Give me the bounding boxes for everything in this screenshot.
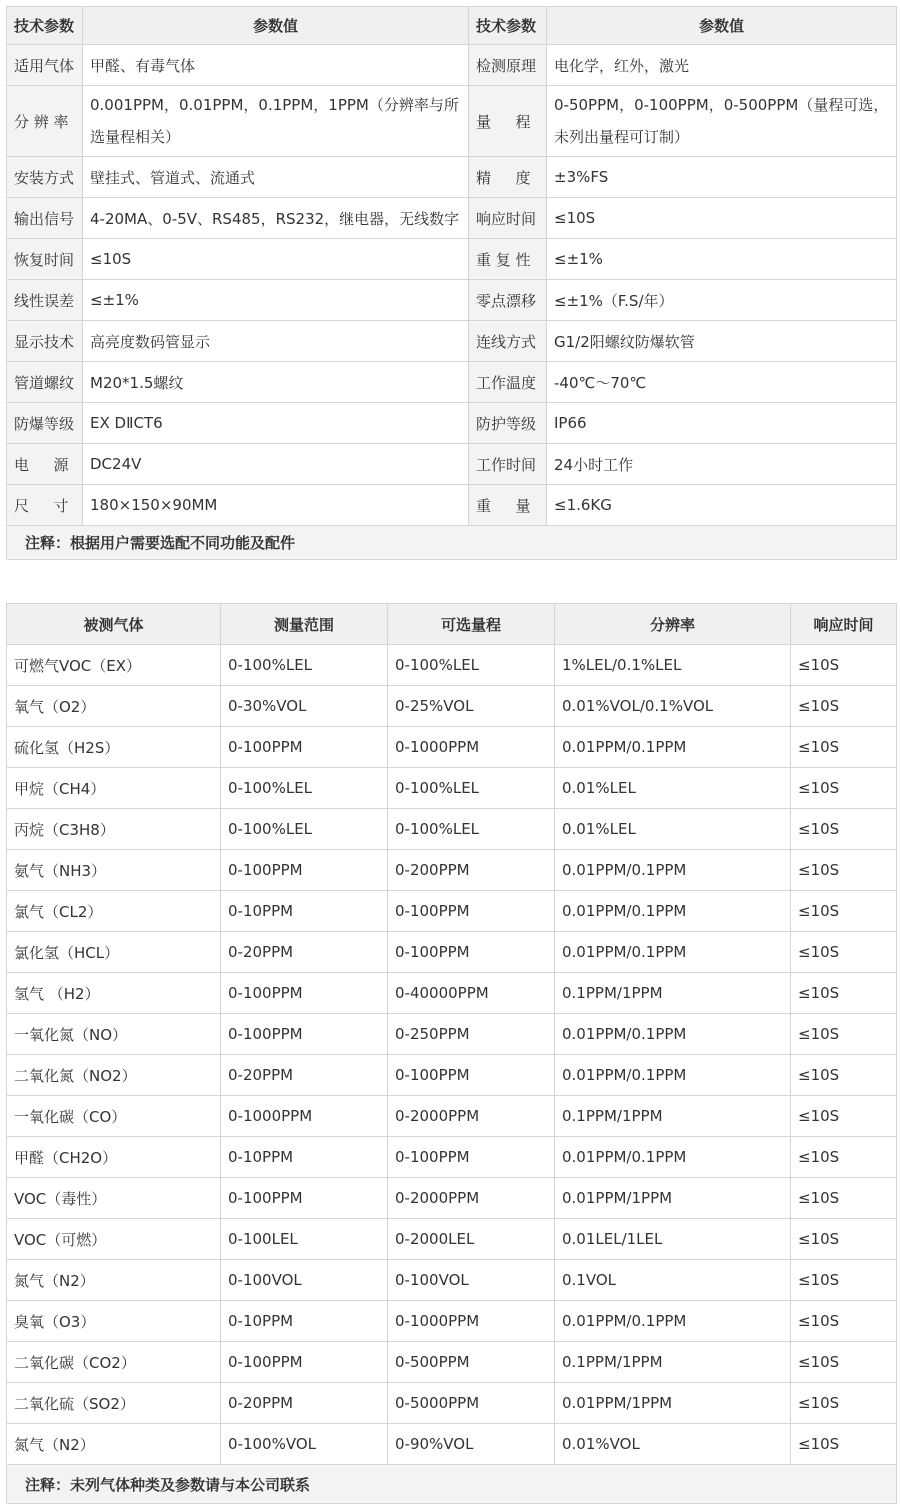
spec-param-label: 防爆等级 bbox=[7, 403, 83, 444]
spec-param-value: ±3%FS bbox=[547, 157, 897, 198]
spec-param-value: M20*1.5螺纹 bbox=[83, 362, 469, 403]
spec-param-label: 连线方式 bbox=[469, 321, 547, 362]
gas-name: 氯化氢（HCL） bbox=[7, 932, 221, 973]
gas-name: 甲烷（CH4） bbox=[7, 768, 221, 809]
gas-resolution: 0.01PPM/0.1PPM bbox=[555, 932, 791, 973]
spec-header-value-1: 参数值 bbox=[83, 7, 469, 45]
spec-note: 注释：根据用户需要选配不同功能及配件 bbox=[7, 526, 897, 560]
gas-header-resolution: 分辨率 bbox=[555, 604, 791, 645]
spec-param-value: 0.001PPM，0.01PPM，0.1PPM，1PPM（分辨率与所选量程相关） bbox=[83, 86, 469, 157]
gas-row bbox=[7, 768, 897, 809]
spec-row bbox=[7, 321, 897, 362]
gas-response-time: ≤10S bbox=[791, 809, 897, 850]
gas-row bbox=[7, 1424, 897, 1465]
gas-row bbox=[7, 891, 897, 932]
gas-table bbox=[6, 603, 897, 1504]
gas-selectable-range: 0-2000PPM bbox=[388, 1096, 555, 1137]
spec-param-value: 电化学，红外，激光 bbox=[547, 45, 897, 86]
spec-row bbox=[7, 45, 897, 86]
gas-selectable-range: 0-40000PPM bbox=[388, 973, 555, 1014]
gas-selectable-range: 0-100PPM bbox=[388, 1137, 555, 1178]
gas-range: 0-100%LEL bbox=[221, 768, 388, 809]
gas-row bbox=[7, 1260, 897, 1301]
gas-range: 0-20PPM bbox=[221, 1383, 388, 1424]
gas-row bbox=[7, 1137, 897, 1178]
spec-row bbox=[7, 198, 897, 239]
gas-row bbox=[7, 1014, 897, 1055]
spec-param-label: 恢复时间 bbox=[7, 239, 83, 280]
spec-param-label: 检测原理 bbox=[469, 45, 547, 86]
gas-header-gas: 被测气体 bbox=[7, 604, 221, 645]
gas-response-time: ≤10S bbox=[791, 850, 897, 891]
gas-selectable-range: 0-2000LEL bbox=[388, 1219, 555, 1260]
gas-resolution: 0.01PPM/0.1PPM bbox=[555, 1014, 791, 1055]
gas-selectable-range: 0-200PPM bbox=[388, 850, 555, 891]
gas-resolution: 0.01PPM/1PPM bbox=[555, 1383, 791, 1424]
spec-param-value: ≤10S bbox=[547, 198, 897, 239]
gas-resolution: 0.01PPM/0.1PPM bbox=[555, 1301, 791, 1342]
gas-range: 0-100PPM bbox=[221, 973, 388, 1014]
gas-row bbox=[7, 1219, 897, 1260]
spec-param-value: 180×150×90MM bbox=[83, 485, 469, 526]
spec-note-row bbox=[7, 526, 897, 560]
gas-resolution: 0.01PPM/0.1PPM bbox=[555, 850, 791, 891]
gas-range: 0-1000PPM bbox=[221, 1096, 388, 1137]
spec-param-value: DC24V bbox=[83, 444, 469, 485]
spec-param-label: 管道螺纹 bbox=[7, 362, 83, 403]
gas-range: 0-100%LEL bbox=[221, 645, 388, 686]
gas-name: 氮气（N2） bbox=[7, 1260, 221, 1301]
gas-resolution: 0.01%VOL bbox=[555, 1424, 791, 1465]
gas-row bbox=[7, 1342, 897, 1383]
gas-range: 0-100%VOL bbox=[221, 1424, 388, 1465]
gas-row bbox=[7, 809, 897, 850]
gas-header-response-time: 响应时间 bbox=[791, 604, 897, 645]
gas-response-time: ≤10S bbox=[791, 1055, 897, 1096]
gas-name: 氢气 （H2） bbox=[7, 973, 221, 1014]
gas-selectable-range: 0-90%VOL bbox=[388, 1424, 555, 1465]
spec-param-label: 安装方式 bbox=[7, 157, 83, 198]
gas-selectable-range: 0-1000PPM bbox=[388, 1301, 555, 1342]
gas-resolution: 0.01PPM/1PPM bbox=[555, 1178, 791, 1219]
gas-header-range: 测量范围 bbox=[221, 604, 388, 645]
spec-table-body bbox=[7, 7, 897, 560]
gas-name: VOC（可燃） bbox=[7, 1219, 221, 1260]
spec-param-value: 壁挂式、管道式、流通式 bbox=[83, 157, 469, 198]
gas-header-row bbox=[7, 604, 897, 645]
gas-name: 臭氧（O3） bbox=[7, 1301, 221, 1342]
gas-name: 二氧化氮（NO2） bbox=[7, 1055, 221, 1096]
gas-resolution: 0.1PPM/1PPM bbox=[555, 1342, 791, 1383]
gas-row bbox=[7, 1055, 897, 1096]
gas-response-time: ≤10S bbox=[791, 973, 897, 1014]
gas-name: 二氧化硫（SO2） bbox=[7, 1383, 221, 1424]
gas-selectable-range: 0-1000PPM bbox=[388, 727, 555, 768]
spec-param-value: 4-20MA、0-5V、RS485，RS232，继电器，无线数字 bbox=[83, 198, 469, 239]
gas-selectable-range: 0-100PPM bbox=[388, 891, 555, 932]
gas-name: 氧气（O2） bbox=[7, 686, 221, 727]
gas-name: 氮气（N2） bbox=[7, 1424, 221, 1465]
gas-note: 注释：未列气体种类及参数请与本公司联系 bbox=[7, 1465, 897, 1504]
gas-selectable-range: 0-100%LEL bbox=[388, 809, 555, 850]
gas-range: 0-100PPM bbox=[221, 850, 388, 891]
spec-param-value: ≤±1% bbox=[83, 280, 469, 321]
gas-resolution: 0.01%VOL/0.1%VOL bbox=[555, 686, 791, 727]
gas-resolution: 0.01PPM/0.1PPM bbox=[555, 891, 791, 932]
spec-param-label: 量 程 bbox=[469, 86, 547, 157]
gas-row bbox=[7, 727, 897, 768]
gas-response-time: ≤10S bbox=[791, 1014, 897, 1055]
gas-name: 硫化氢（H2S） bbox=[7, 727, 221, 768]
gas-response-time: ≤10S bbox=[791, 1342, 897, 1383]
gas-row bbox=[7, 973, 897, 1014]
gas-row bbox=[7, 1096, 897, 1137]
gas-range: 0-100VOL bbox=[221, 1260, 388, 1301]
gas-resolution: 0.01PPM/0.1PPM bbox=[555, 727, 791, 768]
gas-range: 0-100PPM bbox=[221, 727, 388, 768]
gas-selectable-range: 0-100PPM bbox=[388, 932, 555, 973]
gas-row bbox=[7, 645, 897, 686]
gas-response-time: ≤10S bbox=[791, 1383, 897, 1424]
gas-selectable-range: 0-100VOL bbox=[388, 1260, 555, 1301]
spec-param-label: 适用气体 bbox=[7, 45, 83, 86]
spec-param-label: 工作时间 bbox=[469, 444, 547, 485]
spec-row bbox=[7, 157, 897, 198]
spec-param-label: 重 复 性 bbox=[469, 239, 547, 280]
gas-range: 0-100PPM bbox=[221, 1342, 388, 1383]
spec-row bbox=[7, 485, 897, 526]
spec-param-value: 24小时工作 bbox=[547, 444, 897, 485]
gas-resolution: 0.01PPM/0.1PPM bbox=[555, 1055, 791, 1096]
gas-selectable-range: 0-250PPM bbox=[388, 1014, 555, 1055]
gas-row bbox=[7, 850, 897, 891]
gas-name: 氯气（CL2） bbox=[7, 891, 221, 932]
gas-name: 甲醛（CH2O） bbox=[7, 1137, 221, 1178]
spec-row bbox=[7, 444, 897, 485]
gas-response-time: ≤10S bbox=[791, 1137, 897, 1178]
spec-param-value: ≤±1%（F.S/年） bbox=[547, 280, 897, 321]
gas-range: 0-20PPM bbox=[221, 1055, 388, 1096]
gas-name: 一氧化碳（CO） bbox=[7, 1096, 221, 1137]
gas-row bbox=[7, 686, 897, 727]
spec-param-value: 甲醛、有毒气体 bbox=[83, 45, 469, 86]
spec-param-value: G1/2阳螺纹防爆软管 bbox=[547, 321, 897, 362]
gas-range: 0-20PPM bbox=[221, 932, 388, 973]
gas-range: 0-100LEL bbox=[221, 1219, 388, 1260]
gas-response-time: ≤10S bbox=[791, 768, 897, 809]
spec-param-label: 电 源 bbox=[7, 444, 83, 485]
gas-resolution: 0.1VOL bbox=[555, 1260, 791, 1301]
gas-resolution: 0.01%LEL bbox=[555, 809, 791, 850]
gas-response-time: ≤10S bbox=[791, 645, 897, 686]
spec-param-label: 零点漂移 bbox=[469, 280, 547, 321]
spec-header-param-2: 技术参数 bbox=[469, 7, 547, 45]
gas-name: 一氧化氮（NO） bbox=[7, 1014, 221, 1055]
gas-name: 可燃气VOC（EX） bbox=[7, 645, 221, 686]
spec-table bbox=[6, 6, 897, 560]
spec-param-label: 线性误差 bbox=[7, 280, 83, 321]
gas-selectable-range: 0-25%VOL bbox=[388, 686, 555, 727]
gas-table-body bbox=[7, 604, 897, 1504]
gas-response-time: ≤10S bbox=[791, 1424, 897, 1465]
spec-param-value: EX DⅡCT6 bbox=[83, 403, 469, 444]
spec-header-value-2: 参数值 bbox=[547, 7, 897, 45]
gas-resolution: 1%LEL/0.1%LEL bbox=[555, 645, 791, 686]
gas-resolution: 0.01PPM/0.1PPM bbox=[555, 1137, 791, 1178]
gas-response-time: ≤10S bbox=[791, 1260, 897, 1301]
gas-selectable-range: 0-5000PPM bbox=[388, 1383, 555, 1424]
spec-row bbox=[7, 86, 897, 157]
gas-response-time: ≤10S bbox=[791, 1219, 897, 1260]
gas-row bbox=[7, 1178, 897, 1219]
gas-resolution: 0.01%LEL bbox=[555, 768, 791, 809]
spec-param-value: ≤1.6KG bbox=[547, 485, 897, 526]
gas-name: VOC（毒性） bbox=[7, 1178, 221, 1219]
spec-param-label: 尺 寸 bbox=[7, 485, 83, 526]
spec-header-row bbox=[7, 7, 897, 45]
gas-selectable-range: 0-100%LEL bbox=[388, 768, 555, 809]
gas-range: 0-10PPM bbox=[221, 1301, 388, 1342]
spec-param-label: 分 辨 率 bbox=[7, 86, 83, 157]
gas-resolution: 0.1PPM/1PPM bbox=[555, 1096, 791, 1137]
spec-param-label: 精 度 bbox=[469, 157, 547, 198]
gas-selectable-range: 0-500PPM bbox=[388, 1342, 555, 1383]
spec-param-value: IP66 bbox=[547, 403, 897, 444]
spec-row bbox=[7, 280, 897, 321]
gas-response-time: ≤10S bbox=[791, 1178, 897, 1219]
gas-response-time: ≤10S bbox=[791, 1096, 897, 1137]
spec-row bbox=[7, 239, 897, 280]
spec-param-value: ≤±1% bbox=[547, 239, 897, 280]
gas-range: 0-100PPM bbox=[221, 1178, 388, 1219]
gas-range: 0-100PPM bbox=[221, 1014, 388, 1055]
gas-selectable-range: 0-100%LEL bbox=[388, 645, 555, 686]
spec-param-label: 重 量 bbox=[469, 485, 547, 526]
spec-header-param-1: 技术参数 bbox=[7, 7, 83, 45]
gas-selectable-range: 0-2000PPM bbox=[388, 1178, 555, 1219]
gas-name: 氨气（NH3） bbox=[7, 850, 221, 891]
spec-param-label: 工作温度 bbox=[469, 362, 547, 403]
spec-param-value: -40℃～70℃ bbox=[547, 362, 897, 403]
spec-param-label: 防护等级 bbox=[469, 403, 547, 444]
gas-response-time: ≤10S bbox=[791, 1301, 897, 1342]
spec-row bbox=[7, 362, 897, 403]
spec-param-value: 0-50PPM，0-100PPM，0-500PPM（量程可选，未列出量程可订制） bbox=[547, 86, 897, 157]
gas-header-selectable-range: 可选量程 bbox=[388, 604, 555, 645]
gas-note-row bbox=[7, 1465, 897, 1504]
spec-param-label: 显示技术 bbox=[7, 321, 83, 362]
gas-range: 0-100%LEL bbox=[221, 809, 388, 850]
gas-resolution: 0.1PPM/1PPM bbox=[555, 973, 791, 1014]
gas-name: 二氧化碳（CO2） bbox=[7, 1342, 221, 1383]
spec-param-value: 高亮度数码管显示 bbox=[83, 321, 469, 362]
gas-name: 丙烷（C3H8） bbox=[7, 809, 221, 850]
gas-resolution: 0.01LEL/1LEL bbox=[555, 1219, 791, 1260]
gas-response-time: ≤10S bbox=[791, 686, 897, 727]
gas-response-time: ≤10S bbox=[791, 891, 897, 932]
spec-param-label: 响应时间 bbox=[469, 198, 547, 239]
spec-param-value: ≤10S bbox=[83, 239, 469, 280]
spec-param-label: 输出信号 bbox=[7, 198, 83, 239]
gas-range: 0-30%VOL bbox=[221, 686, 388, 727]
gas-selectable-range: 0-100PPM bbox=[388, 1055, 555, 1096]
gas-range: 0-10PPM bbox=[221, 891, 388, 932]
gas-row bbox=[7, 1301, 897, 1342]
gas-row bbox=[7, 932, 897, 973]
spec-row bbox=[7, 403, 897, 444]
gas-response-time: ≤10S bbox=[791, 727, 897, 768]
gas-range: 0-10PPM bbox=[221, 1137, 388, 1178]
gas-row bbox=[7, 1383, 897, 1424]
gas-response-time: ≤10S bbox=[791, 932, 897, 973]
